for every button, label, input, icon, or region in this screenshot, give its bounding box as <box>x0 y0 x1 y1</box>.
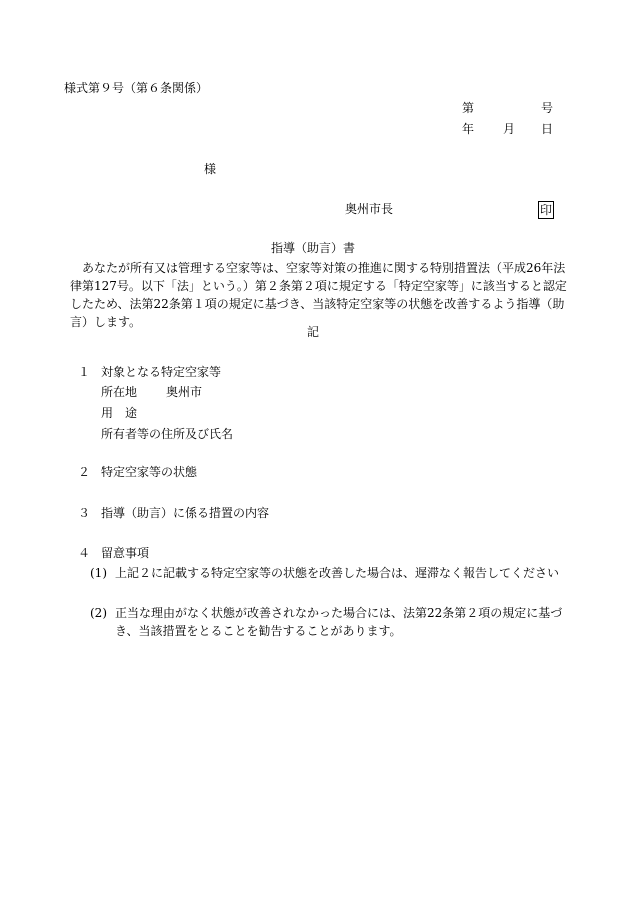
doc-number-go: 号 <box>541 101 554 115</box>
note2-text <box>115 604 571 640</box>
form-number: 様式第９号（第６条関係） <box>64 81 209 95</box>
date-tsuki: 月 <box>503 122 516 136</box>
item2-number: ２ <box>78 465 91 479</box>
item3-number: ３ <box>78 506 91 520</box>
owner-label: 所有者等の住所及び氏名 <box>101 427 234 441</box>
date-hi: 日 <box>541 122 554 136</box>
item1-label: 対象となる特定空家等 <box>101 365 222 379</box>
item2-label: 特定空家等の状態 <box>101 465 198 479</box>
note1-text-content: 上記２に記載する特定空家等の状態を改善した場合は、遅滞なく報告してください <box>115 566 560 580</box>
item1-number: １ <box>78 365 91 379</box>
note2-number: (2) <box>90 606 107 620</box>
note2-text-content: 正当な理由がなく状態が改善されなかった場合には、法第22条第２項の規定に基づき、当該措置をとることを勧告することがあります。 <box>115 606 563 638</box>
issuer-name: 奥州市長 <box>345 202 394 216</box>
location-label: 所在地 <box>101 385 138 399</box>
body-paragraph: あなたが所有又は管理する空家等は、空家等対策の推進に関する特別措置法（平成26年法律第127号。以下「法」という。）第２条第２項に規定する「特定空家等」に該当すると認定したため、法第22条第１項の規定に基づき、当該特定空家等の状態を改善するよう指導（助言）します。 <box>70 261 567 329</box>
item4-number: ４ <box>78 546 91 560</box>
document-title: 指導（助言）書 <box>271 241 356 255</box>
note1-number: (1) <box>90 566 107 580</box>
addressee-suffix: 様 <box>204 162 217 176</box>
date-nen: 年 <box>462 122 475 136</box>
doc-number-dai: 第 <box>462 101 475 115</box>
ki-heading: 記 <box>307 325 320 339</box>
item4-label: 留意事項 <box>101 546 150 560</box>
location-value: 奥州市 <box>166 385 203 399</box>
item3-label: 指導（助言）に係る措置の内容 <box>101 506 270 520</box>
usage-label: 用 途 <box>101 406 138 420</box>
seal-mark: 印 <box>539 203 552 217</box>
note1-text <box>115 564 571 582</box>
